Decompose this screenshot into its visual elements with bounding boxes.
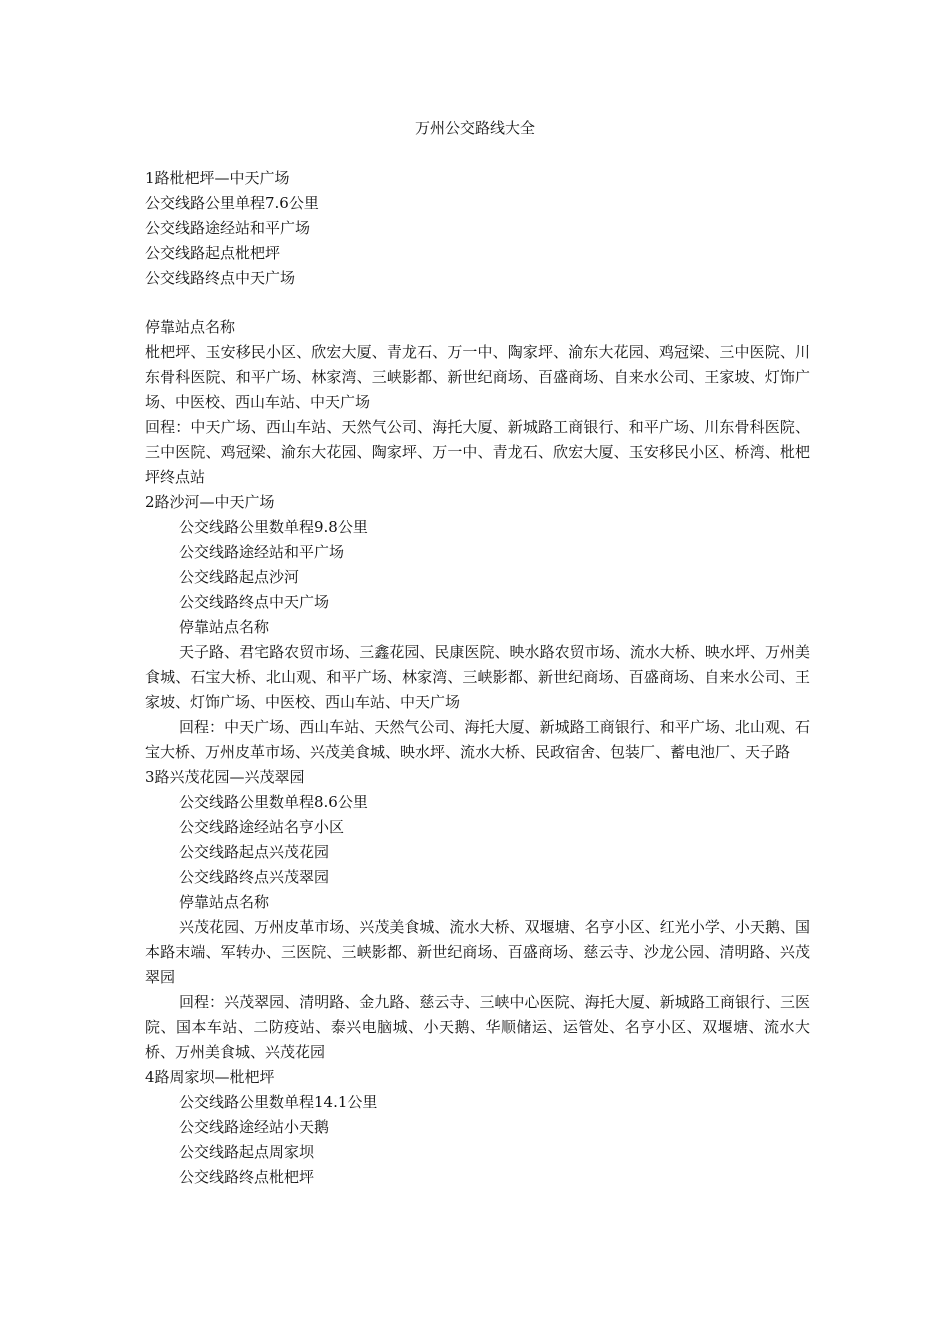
route-2-stops: 天子路、君宅路农贸市场、三鑫花园、民康医院、映水路农贸市场、流水大桥、映水坪、万州美食城、石宝大桥、北山观、和平广场、林家湾、三峡影都、新世纪商场、百盛商场、自来水公司、王家坡、灯饰广场、中医校、西山车站、中天广场	[145, 643, 810, 711]
route-2-heading: 2路沙河—中天广场	[145, 493, 275, 511]
route-3-stops-label: 停靠站点名称	[179, 893, 270, 911]
route-3-stops: 兴茂花园、万州皮革市场、兴茂美食城、流水大桥、双堰塘、名亨小区、红光小学、小天鹅、国本路末端、军转办、三医院、三峡影都、新世纪商场、百盛商场、慈云寺、沙龙公园、清明路、兴茂翠园	[145, 918, 810, 986]
route-4-heading: 4路周家坝—枇杷坪	[145, 1068, 275, 1086]
route-2-start: 公交线路起点沙河	[179, 568, 300, 586]
route-2-end: 公交线路终点中天广场	[179, 593, 330, 611]
route-1-start: 公交线路起点枇杷坪	[145, 244, 281, 262]
route-3-start: 公交线路起点兴茂花园	[179, 843, 330, 861]
route-2-distance: 公交线路公里数单程9.8公里	[179, 518, 368, 536]
route-3-end: 公交线路终点兴茂翠园	[179, 868, 330, 886]
route-4-start: 公交线路起点周家坝	[179, 1143, 315, 1161]
route-4-via: 公交线路途经站小天鹅	[179, 1118, 330, 1136]
route-3-distance: 公交线路公里数单程8.6公里	[179, 793, 368, 811]
route-1-stops-label: 停靠站点名称	[145, 318, 236, 336]
document-title: 万州公交路线大全	[414, 119, 535, 137]
route-1-distance: 公交线路公里单程7.6公里	[145, 194, 319, 212]
route-4-end: 公交线路终点枇杷坪	[179, 1168, 315, 1186]
route-3-return: 回程：兴茂翠园、清明路、金九路、慈云寺、三峡中心医院、海托大厦、新城路工商银行、三医院、国本车站、二防疫站、泰兴电脑城、小天鹅、华顺储运、运管处、名亨小区、双堰塘、流水大桥、万州美食城、兴茂花园	[145, 993, 810, 1061]
route-4-distance: 公交线路公里数单程14.1公里	[179, 1093, 378, 1111]
route-2-stops-label: 停靠站点名称	[179, 618, 270, 636]
route-2-via: 公交线路途经站和平广场	[179, 543, 345, 561]
route-1-end: 公交线路终点中天广场	[145, 269, 296, 287]
route-3-via: 公交线路途经站名亨小区	[179, 818, 345, 836]
route-1-stops: 枇杷坪、玉安移民小区、欣宏大厦、青龙石、万一中、陶家坪、渝东大花园、鸡冠梁、三中医院、川东骨科医院、和平广场、林家湾、三峡影都、新世纪商场、百盛商场、自来水公司、王家坡、灯饰广场、中医校、西山车站、中天广场	[145, 343, 810, 411]
route-3-heading: 3路兴茂花园—兴茂翠园	[145, 768, 305, 786]
route-1-heading: 1路枇杷坪—中天广场	[145, 169, 290, 187]
route-1-via: 公交线路途经站和平广场	[145, 219, 311, 237]
document-body	[145, 166, 810, 1190]
route-2-return: 回程：中天广场、西山车站、天然气公司、海托大厦、新城路工商银行、和平广场、北山观、石宝大桥、万州皮革市场、兴茂美食城、映水坪、流水大桥、民政宿舍、包装厂、蓄电池厂、天子路	[145, 718, 810, 761]
route-1-return: 回程：中天广场、西山车站、天然气公司、海托大厦、新城路工商银行、和平广场、川东骨科医院、三中医院、鸡冠梁、渝东大花园、陶家坪、万一中、青龙石、欣宏大厦、玉安移民小区、桥湾、枇杷坪终点站	[145, 418, 810, 486]
